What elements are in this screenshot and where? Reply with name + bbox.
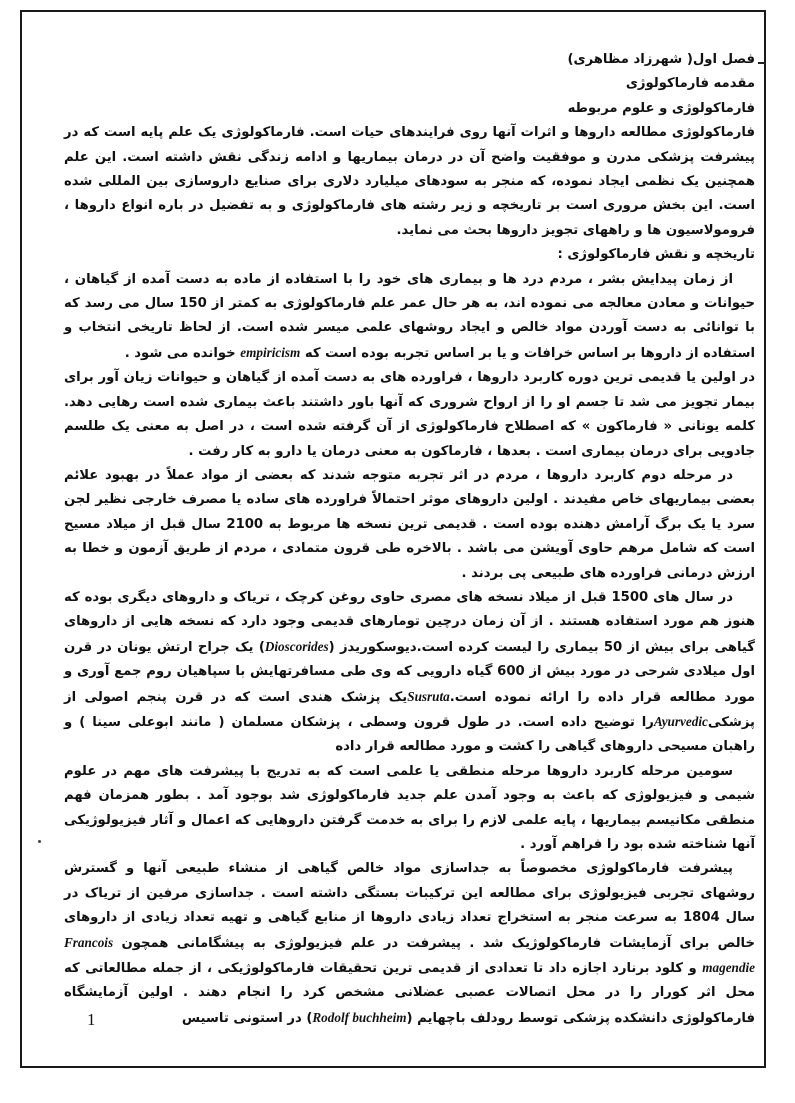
- text-run: پیشرفت فارماکولوژی مخصوصاً به جداسازی مواد خالص گیاهی از منشاء طبیعی آنها و گسترش روشهای تجربی فیزیولوژی برای مطالعه این ترکیبات بستگی داشته است . جداسازی مرفین از تریاک در سال 1804 به سرعت منجر به استخراج تعداد زیادی داروها از منابع گیاهی و تهیه تعداد زیادی از داروهای خالص برای آزمایشات فارماکولوژیک شد . پیشرفت در علم فیزیولوژی به پیشگامانی همچون: [64, 861, 756, 951]
- latin-term: empiricism: [240, 344, 301, 360]
- paragraph-history-1: [64, 268, 755, 367]
- latin-term: Susruta: [407, 688, 450, 704]
- intro-paragraph: فارماکولوژی مطالعه داروها و اثرات آنها روی فرایندهای حیات است. فارماکولوژی یک علم پایه است که در پیشرفت پزشکی مدرن و موفقیت واضح آن در درمان بیماریها و ادامه زندگی نقش داشته است. این علم همچنین یک نظمی ایجاد نموده، که منجر به سودهای میلیارد دلاری برای صنایع داروسازی بین المللی شده است. این بخش مروری است بر تاریخچه و زیر رشته های فارماکولوژی و به تفضیل در باره انواع داروها ، فرومولاسیون ها و راههای تجویز داروها بحث می نماید.: [64, 125, 755, 238]
- text-run: ) یک جراح ارتش یونان در قرن اول میلادی شرحی در مورد بیش از 600 گیاه دارویی که وی طی مسافرتهایش با سپاهیان روم جمع آوری و مورد مطالعه قرار داده را ارائه نموده است.: [64, 639, 756, 705]
- text-run: را توضیح داده است. در طول قرون وسطی ، پزشکان مسلمان ( مانند ابوعلی سینا ) و راهبان مسیحی داروهای گیاهی را کشت و مورد مطالعه قرار داده: [64, 714, 755, 755]
- paragraph-history-2: در اولین یا قدیمی ترین دوره کاربرد داروها ، فراورده های به دست آمده از گیاهان و حیوانات زیان آور برای بیمار تجویز می شد تا جسم او را از ارواح شروری که آنها باور داشتند باعث بیماری شده است رهایی دهد. کلمه یونانی « فارماکون » که اصطلاح فارماکولوژی از آن گرفته شده است ، در اصل به معنی یک طلسم جادویی برای درمان بیماری است . بعدها ، فارماکون به معنی درمان یا دارو به کار رفت .: [64, 370, 755, 459]
- page-number: 1: [87, 1010, 96, 1029]
- latin-term: Rodolf buchheim: [312, 1009, 407, 1025]
- text-run: یک پزشک هندی است که در قرن پنجم اصولی از پزشکی: [64, 689, 755, 730]
- scan-dot: [38, 840, 41, 843]
- latin-term: Ayurvedic: [653, 713, 708, 729]
- paragraph-history-3: در مرحله دوم کاربرد داروها ، مردم در اثر تجربه متوجه شدند که بعضی از مواد عملاً در بهبود علائم بعضی بیماریهای خاص مفیدند . اولین داروهای موثر احتمالاً فراورده های ساده یا مصرف خارجی نظیر لجن سرد یا یک برگ آرامش دهنده بوده است . قدیمی ترین نسخه ها مربوط به 2100 سال قبل از میلاد مسیح است که شامل مرهم حاوی آویشن می باشد . بالاخره طی قرون متمادی ، مردم از طریق آزمون و خطا به ارزش درمانی فراورده های طبیعی پی بردند .: [64, 467, 755, 581]
- paragraph-history-6: [64, 857, 755, 1031]
- subtitle-related-sciences: فارماکولوژی و علوم مربوطه: [567, 100, 755, 116]
- text-run: و کلود برنارد اجازه داد تا تعدادی از قدیمی ترین تحقیقات فارماکولوژیکی ، از جمله مطالعاتی که محل اثر کورار را در محل اتصالات عصبی عضلانی مشخص کرد را انجام دهند . اولین آزمایشگاه فارماکولوژی دانشکده پزشکی توسط رودلف باچهایم (: [64, 961, 755, 1026]
- paragraph-history-4: [64, 586, 755, 760]
- subtitle-introduction: مقدمه فارماکولوژی: [625, 76, 755, 92]
- text-run: خوانده می شود .: [124, 345, 236, 361]
- margin-mark: [758, 62, 766, 64]
- latin-term: Francois magendie: [64, 934, 755, 976]
- history-heading: تاریخچه و نقش فارماکولوژی :: [557, 247, 755, 263]
- latin-term: Dioscorides: [264, 638, 329, 654]
- paragraph-history-5: سومین مرحله کاربرد داروها مرحله منطقی یا علمی است که به تدریج با پیشرفت های مهم در علوم شیمی و فیزیولوژی که باعث به وجود آمدن علم جدید فارماکولوژی شد بوجود آمد . بطور همزمان فهم منطقی مکانیسم بیماریها ، پایه علمی لازم را برای به خدمت گرفتن داروهایی که اعمال و آثار فیزیولوژیکی آنها شناخته شده بود را فراهم آورد .: [64, 763, 755, 852]
- chapter-title: فصل اول( شهرزاد مظاهری): [567, 52, 755, 67]
- text-run: ) در استونی تاسیس: [181, 1010, 313, 1026]
- document-body: [64, 48, 755, 1031]
- text-run: از زمان پیدایش بشر ، مردم درد ها و بیماری های خود را با استفاده از ماده به دست آمده از گیاهان ، حیوانات و معادن معالجه می نموده اند، به هر حال عمر علم فارماکولوژی به کمتر از 150 سال می رسد که با توانائی به دست آوردن مواد خالص و ایجاد روشهای علمی میسر شده است. از لحاظ تاریخی انتخاب و استفاده از داروها بر اساس خرافات و یا بر اساس تجربه بوده است که: [64, 271, 755, 361]
- text-run: در سال های 1500 قبل از میلاد نسخه های مصری حاوی روغن کرچک ، تریاک و داروهای دیگری بوده که هنوز هم مورد استفاده هستند . از آن زمان درچین تومارهای قدیمی وجود دارد که نسخه هایی از داروهای گیاهی برای بیش از 50 بیماری را لیست کرده است.دیوسکوریدز (: [64, 589, 755, 655]
